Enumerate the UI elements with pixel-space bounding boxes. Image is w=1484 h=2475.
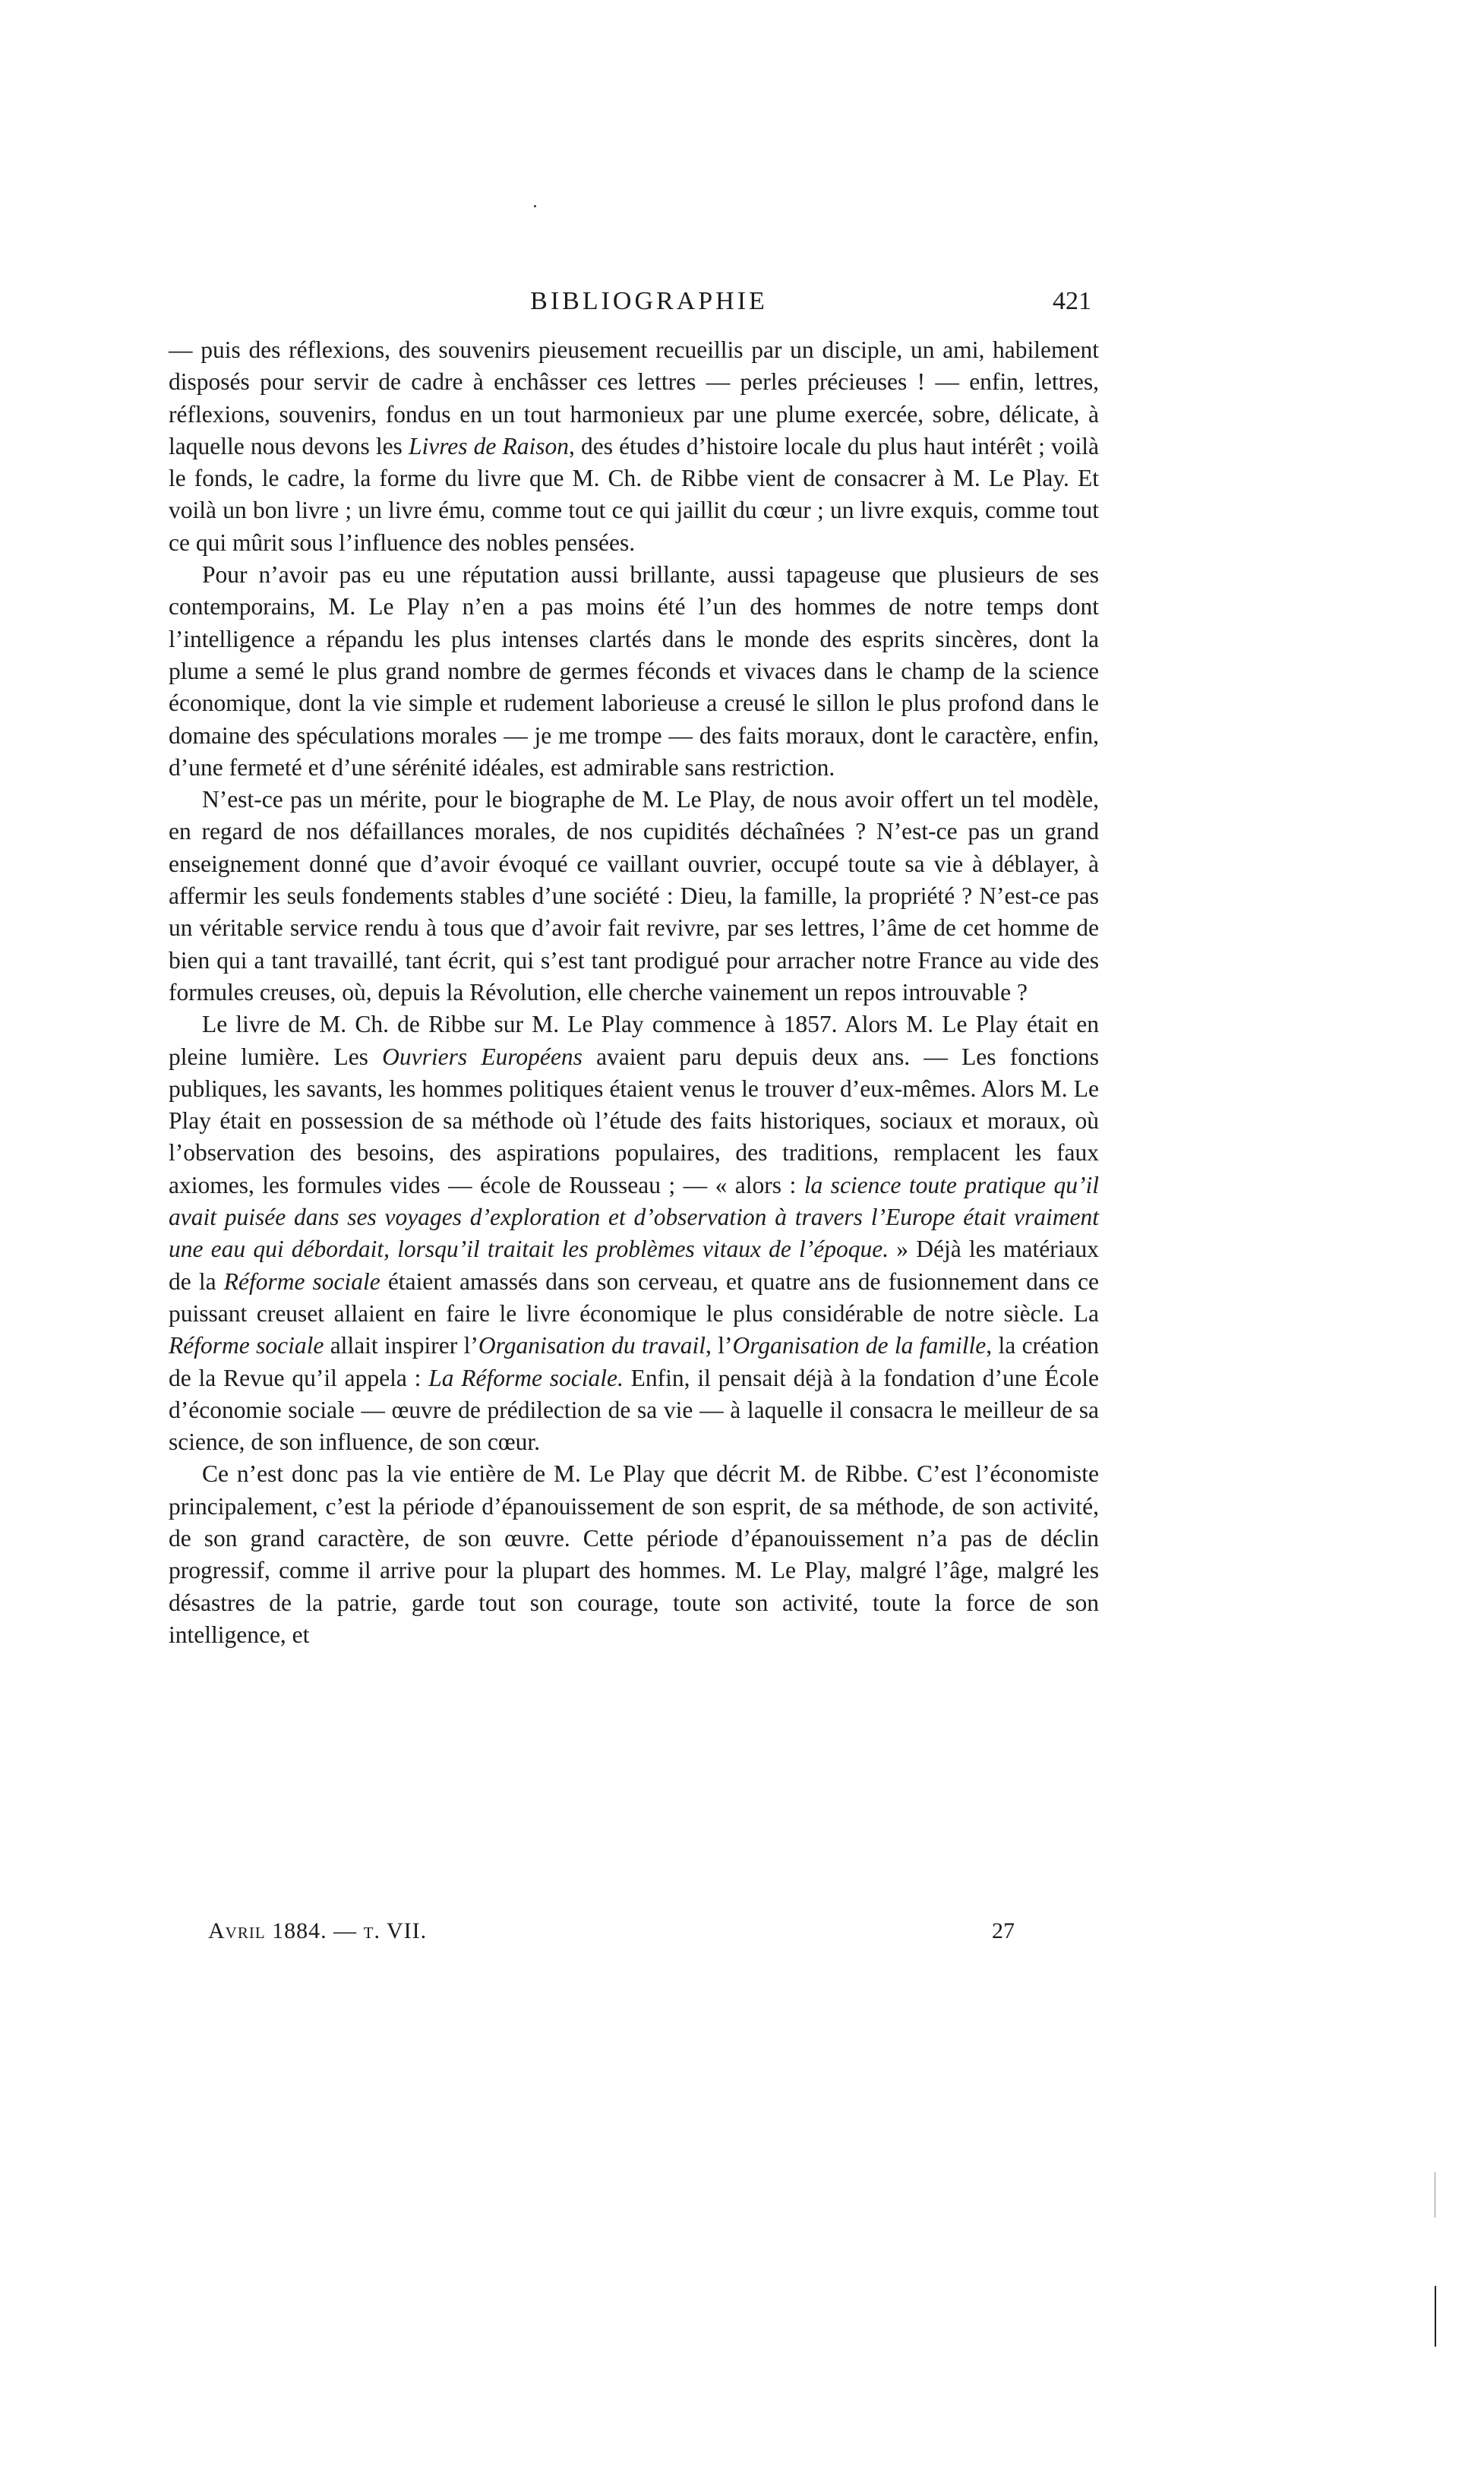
text-run: étaient amassés dans son cerveau, et quatre ans de fusionnement dans ce puissant creuset allaient en faire le livre économique le plus considérable de notre siècle. La — [169, 1267, 1100, 1327]
page-number: 421 — [1053, 287, 1091, 315]
scan-edge-mark — [1435, 2286, 1436, 2347]
paragraph — [169, 784, 1099, 1009]
body-text — [169, 334, 1099, 1651]
italic-text: la science toute pratique qu’il avait puisée dans ses voyages d’exploration et d’observation à travers l’Europe était vraiment une eau qui débordait, lorsqu’il traitait les problèmes vitaux de l’époque. — [169, 1171, 1099, 1263]
text-run: allait inspirer l’ — [324, 1332, 478, 1359]
text-run: Enfin, il pensait déjà à la fondation d’une École d’économie sociale — œuvre de prédilection de sa vie — à laquelle il consacra le meilleur de sa science, de son influence, de son cœur. — [169, 1364, 1099, 1456]
paragraph — [169, 334, 1099, 559]
page-footer — [169, 1918, 1099, 1949]
italic-text: La Réforme sociale. — [428, 1364, 624, 1391]
footer-date-volume: Avril 1884. — t. VII. — [208, 1918, 428, 1943]
paragraph — [169, 1009, 1099, 1458]
ink-speck — [534, 205, 536, 207]
paragraph — [169, 559, 1099, 784]
italic-text: Réforme sociale — [169, 1332, 324, 1359]
text-run: Pour n’avoir pas eu une réputation aussi brillante, aussi tapageuse que plusieurs de ses contemporains, M. Le Play n’en a pas moins été l’un des hommes de notre temps dont l’intelligence a répandu les plus intenses clartés dans le monde des esprits sincères, dont la plume a semé le plus grand nombre de germes féconds et vivaces dans le champ de la science économique, dont la vie simple et rudement laborieuse a creusé le sillon le plus profond dans le domaine des spéculations morales — je me trompe — des faits moraux, dont le caractère, enfin, d’une fermeté et d’une sérénité idéales, est admirable sans restriction. — [169, 561, 1099, 781]
text-run: — puis des réflexions, des souvenirs pieusement recueillis par un disciple, un ami, habilement disposés pour servir de cadre à enchâsser ces lettres — perles précieuses ! — enfin, lettres, réflexions, souvenirs, fondus en un tout harmonieux par une plume exercée, sobre, délicate, à laquelle nous devons les — [169, 336, 1099, 459]
italic-text: Organisation de la famille — [732, 1332, 987, 1359]
text-run: , des études d’histoire locale du plus haut intérêt ; voilà le fonds, le cadre, la forme du livre que M. Ch. de Ribbe vient de consacrer à M. Le Play. Et voilà un bon livre ; un livre ému, comme tout ce qui jaillit du cœur ; un livre exquis, comme tout ce qui mûrit sous l’influence des nobles pensées. — [169, 432, 1099, 556]
italic-text: Ouvriers Européens — [382, 1043, 583, 1070]
italic-text: Organisation du travail — [478, 1332, 706, 1359]
text-run: Ce n’est donc pas la vie entière de M. Le Play que décrit M. de Ribbe. C’est l’économiste principalement, c’est la période d’épanouissement de son esprit, de sa méthode, de son activité, de son grand caractère, de son œuvre. Cette période d’épanouissement n’a pas de déclin progressif, comme il arrive pour la plupart des hommes. M. Le Play, malgré l’âge, malgré les désastres de la patrie, garde tout son courage, toute son activité, toute la force de son intelligence, et — [169, 1460, 1099, 1648]
paragraph — [169, 1458, 1099, 1651]
footer-signature-mark: 27 — [992, 1918, 1015, 1943]
italic-text: Livres de Raison — [408, 432, 570, 459]
text-run: » Déjà les matériaux de la — [169, 1236, 1099, 1295]
text-run: , la création de la Revue qu’il appela : — [169, 1332, 1100, 1391]
text-run: N’est-ce pas un mérite, pour le biographe de M. Le Play, de nous avoir offert un tel modèle, en regard de nos défaillances morales, de nos cupidités déchaînées ? N’est-ce pas un grand enseignement donné que d’avoir évoqué ce vaillant ouvrier, occupé toute sa vie à déblayer, à affermir les seuls fondements stables d’une société : Dieu, la famille, la propriété ? N’est-ce pas un véritable service rendu à tous que d’avoir fait revivre, par ses lettres, l’âme de cet homme de bien qui a tant travaillé, tant écrit, qui s’est tant prodigué pour arracher notre France au vide des formules creuses, où, depuis la Révolution, elle cherche vainement un repos introuvable ? — [169, 786, 1099, 1005]
text-run: , l’ — [706, 1332, 733, 1359]
text-run: avaient paru depuis deux ans. — Les fonctions publiques, les savants, les hommes politiques étaient venus le trouver d’eux-mêmes. Alors M. Le Play était en possession de sa méthode où l’étude des faits historiques, sociaux et moraux, où l’observation des besoins, des aspirations populaires, des traditions, remplacent les faux axiomes, les formules vides — école de Rousseau ; — « alors : — [169, 1043, 1099, 1198]
text-run: Le livre de M. Ch. de Ribbe sur M. Le Play commence à 1857. Alors M. Le Play était en pleine lumière. Les — [169, 1011, 1099, 1070]
running-title: BIBLIOGRAPHIE — [530, 287, 768, 315]
running-header — [169, 287, 1099, 325]
italic-text: Réforme sociale — [223, 1267, 380, 1295]
